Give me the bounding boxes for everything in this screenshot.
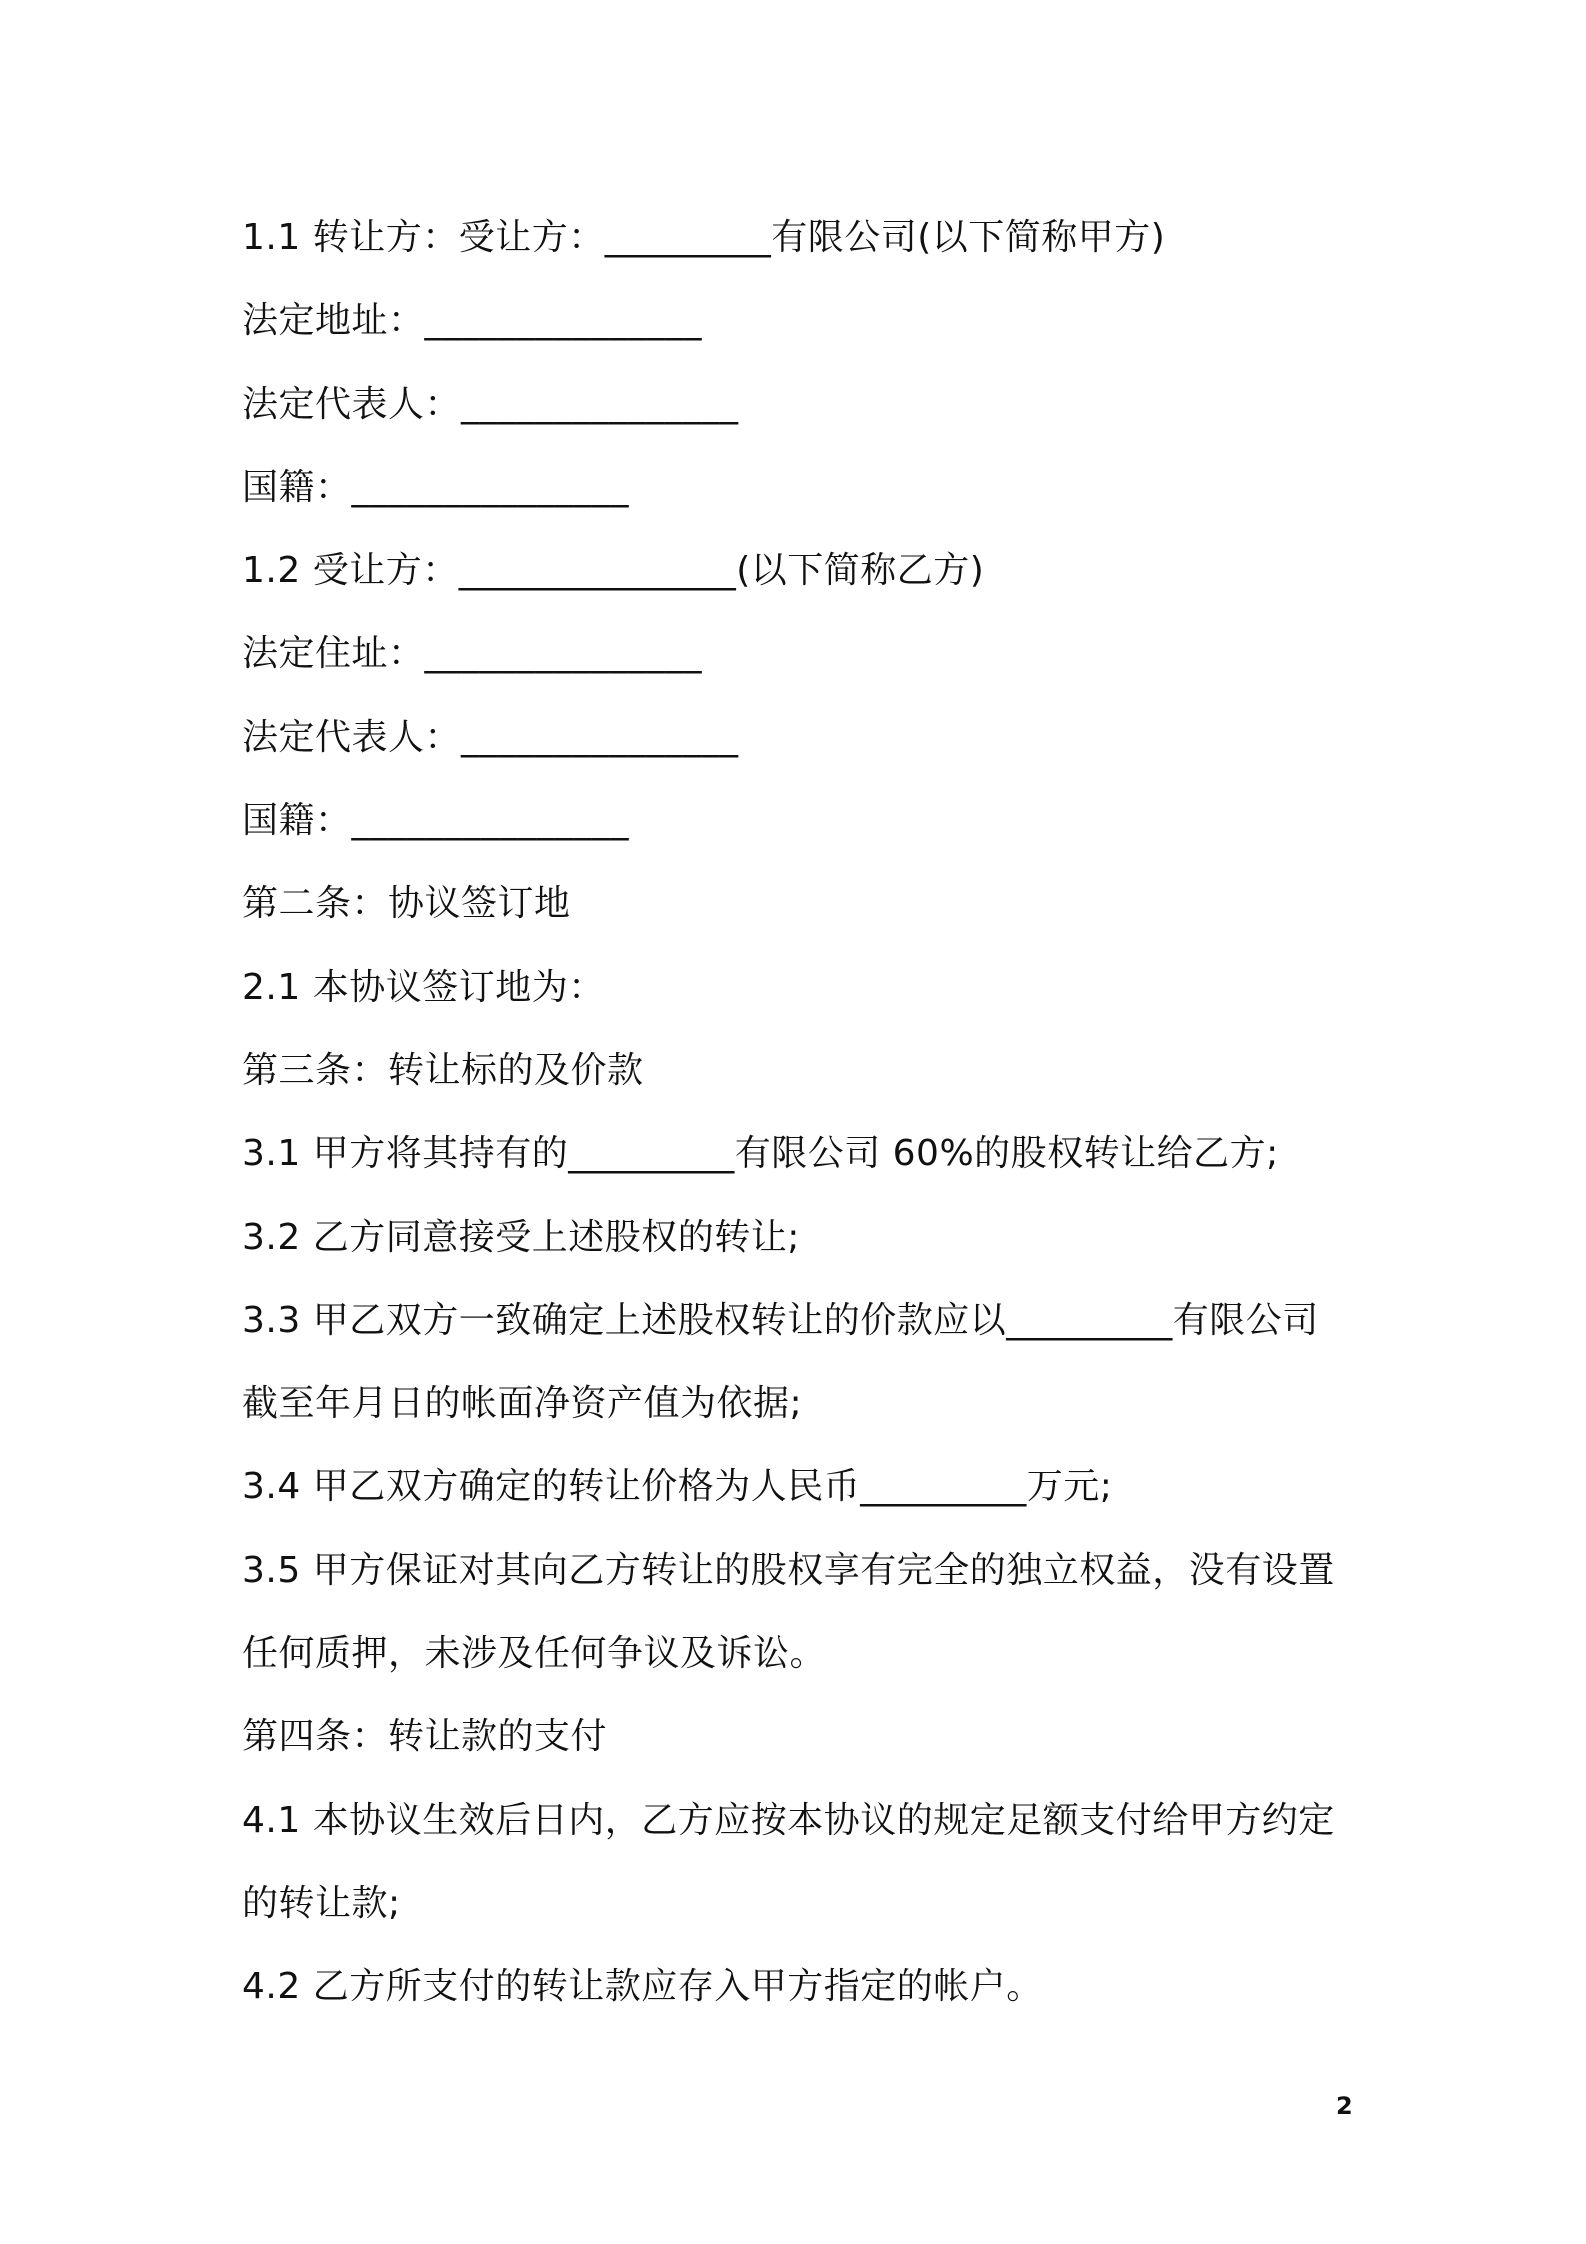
clause-3-4: 3.4 甲乙双方确定的转让价格为人民币_________万元; <box>242 1466 1113 1508</box>
nationality-b: 国籍：_______________ <box>242 800 630 842</box>
clause-3-1: 3.1 甲方将其持有的_________有限公司 60%的股权转让给乙方; <box>242 1133 1279 1175</box>
clause-2-1: 2.1 本协议签订地为： <box>242 966 605 1008</box>
page-number: 2 <box>1336 2092 1353 2120</box>
clause-1-2-transferee: 1.2 受让方：_______________(以下简称乙方) <box>242 550 985 592</box>
clause-4-1-line-2: 的转让款; <box>242 1882 401 1924</box>
legal-domicile-b: 法定住址：_______________ <box>242 633 703 675</box>
legal-representative-b: 法定代表人：_______________ <box>242 716 739 758</box>
clause-3-3-line-1: 3.3 甲乙双方一致确定上述股权转让的价款应以_________有限公司 <box>242 1299 1319 1341</box>
clause-1-1-transferor: 1.1 转让方：受让方：_________有限公司(以下简称甲方) <box>242 217 1166 258</box>
clause-4-2: 4.2 乙方所支付的转让款应存入甲方指定的帐户。 <box>242 1966 1043 2008</box>
clause-3-3-line-2: 截至年月日的帐面净资产值为依据; <box>242 1383 803 1425</box>
article-3-heading: 第三条：转让标的及价款 <box>242 1049 644 1091</box>
article-2-heading: 第二条：协议签订地 <box>242 883 571 925</box>
clause-4-1-line-1: 4.1 本协议生效后日内，乙方应按本协议的规定足额支付给甲方约定 <box>242 1799 1335 1841</box>
nationality-a: 国籍：_______________ <box>242 466 630 508</box>
document-body <box>242 196 1362 2029</box>
clause-3-2: 3.2 乙方同意接受上述股权的转让; <box>242 1216 800 1258</box>
clause-3-5-line-2: 任何质押，未涉及任何争议及诉讼。 <box>242 1633 827 1675</box>
legal-address-a: 法定地址：_______________ <box>242 300 703 342</box>
legal-representative-a: 法定代表人：_______________ <box>242 383 739 425</box>
article-4-heading: 第四条：转让款的支付 <box>242 1716 608 1758</box>
clause-3-5-line-1: 3.5 甲方保证对其向乙方转让的股权享有完全的独立权益，没有设置 <box>242 1549 1335 1591</box>
